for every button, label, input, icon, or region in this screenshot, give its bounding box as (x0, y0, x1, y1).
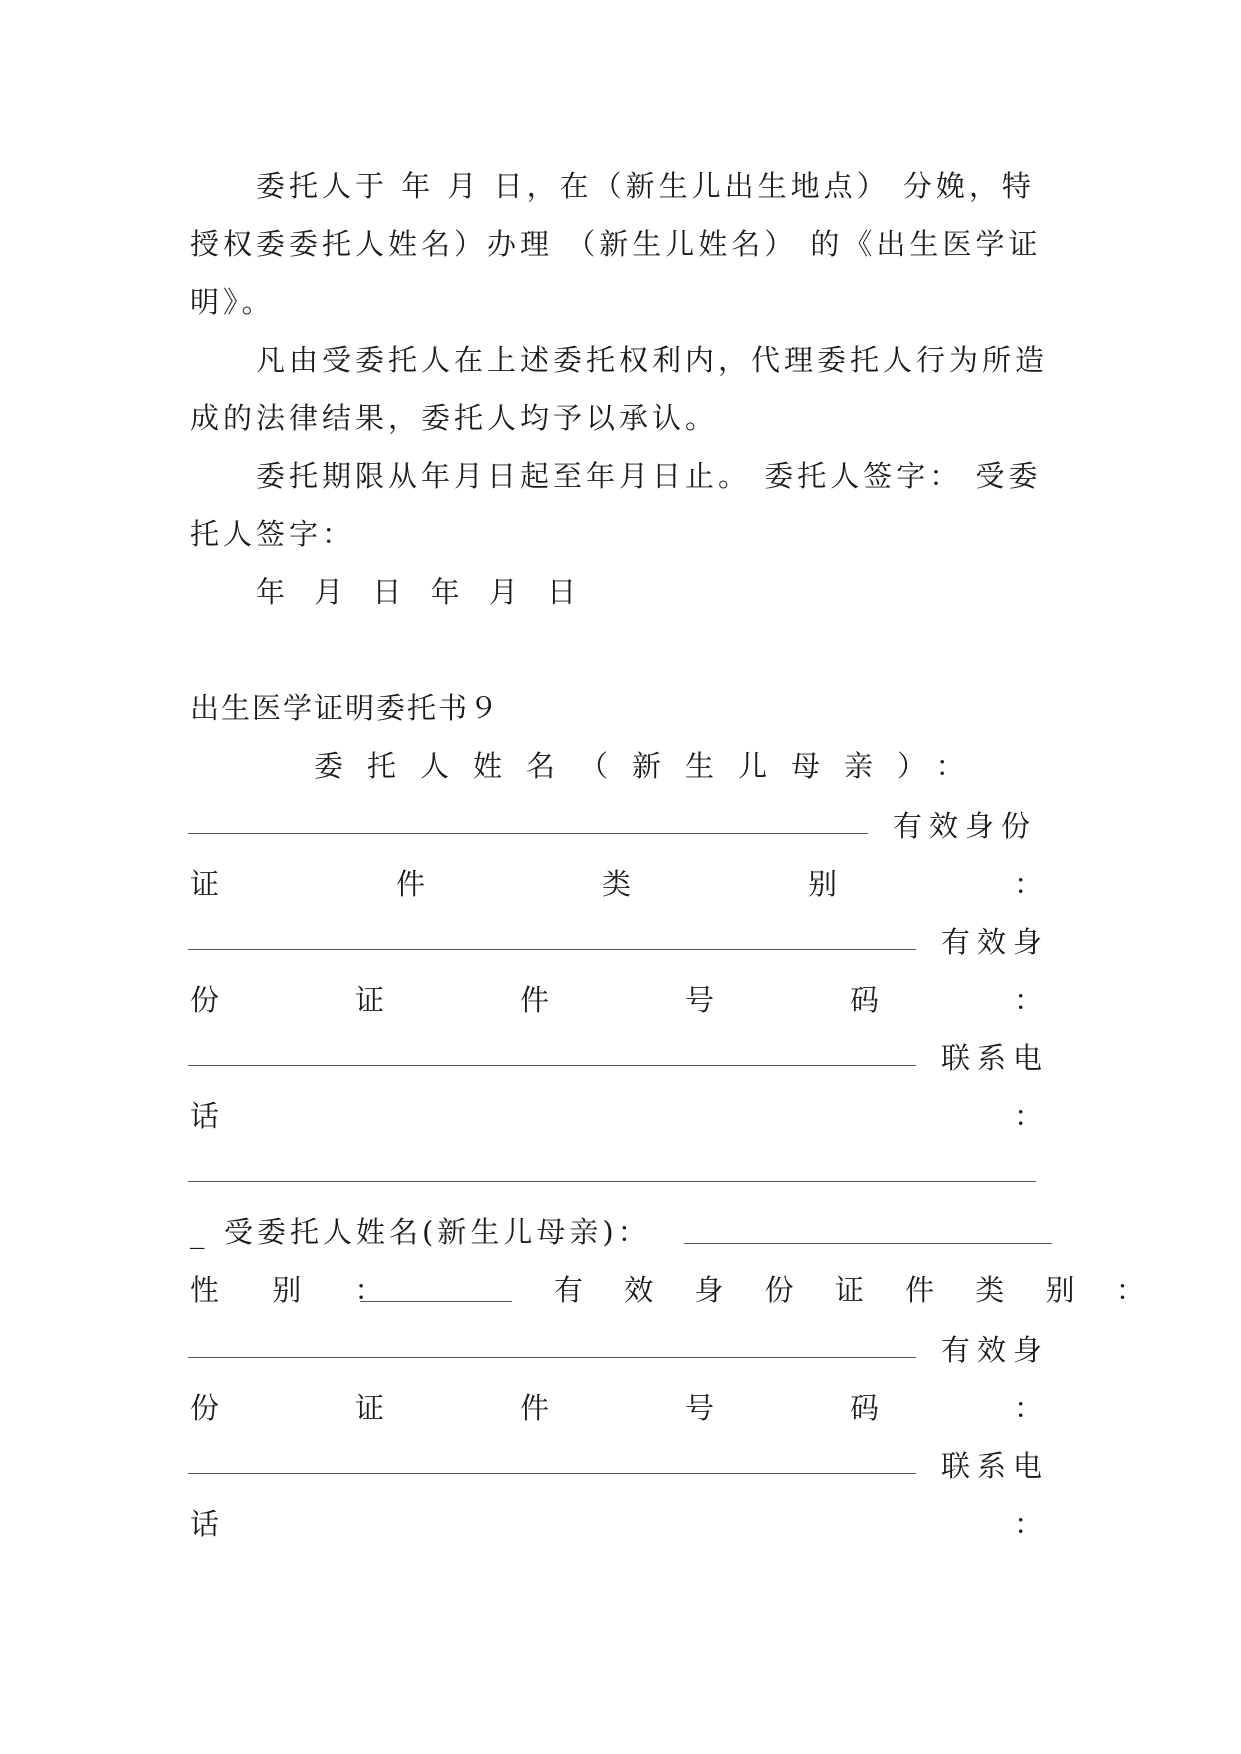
trustee-gender-field[interactable] (360, 1301, 512, 1302)
mother-id-type-label-a: 有效身份 (893, 809, 1038, 843)
mother-id-no-label-b4: 码 (850, 983, 880, 1017)
trustee-id-no-label-b0: 份 (190, 1391, 220, 1425)
mother-id-no-label-b5: ： (1014, 983, 1044, 1017)
para1-line1: 委托人于 年 月 日，在（新生儿出生地点） 分娩，特 (256, 169, 1035, 203)
trustee-name-label: 受委托人姓名(新生儿母亲)： (224, 1215, 651, 1249)
trustee-id-type-field[interactable] (188, 1357, 916, 1358)
para1-line3: 明》。 (190, 285, 275, 319)
mother-id-no-label-b0: 份 (190, 983, 220, 1017)
mother-name-label: 委托人姓名（新生儿母亲）： (314, 749, 989, 783)
mother-id-no-label-a: 有效身 (941, 925, 1050, 959)
section-title: 出生医学证明委托书９ (190, 691, 501, 725)
mother-id-type-field[interactable] (188, 949, 916, 950)
trustee-id-no-field[interactable] (188, 1473, 916, 1474)
mother-id-type-label-b1: 件 (396, 867, 426, 901)
mother-id-type-label-b3: 别 (808, 867, 838, 901)
trustee-name-field[interactable] (684, 1243, 1052, 1244)
trustee-id-no-label-b1: 证 (355, 1391, 385, 1425)
mother-id-no-label-b1: 证 (355, 983, 385, 1017)
mother-id-no-field[interactable] (188, 1065, 916, 1066)
date-line: 年 月 日 年 月 日 (256, 575, 587, 609)
para2-line2: 成的法律结果，委托人均予以承认。 (190, 401, 719, 435)
mother-phone-label-b0: 话 (190, 1099, 220, 1133)
mother-phone-field[interactable] (188, 1181, 1036, 1182)
trustee-phone-label-b0: 话 (190, 1507, 220, 1541)
trustee-id-no-label-b4: 码 (850, 1391, 880, 1425)
trustee-id-no-label-b2: 件 (520, 1391, 550, 1425)
para3-line1: 委托期限从年月日起至年月日止。 委托人签字： 受委 (256, 459, 1042, 493)
trustee-id-no-label-a: 有效身 (941, 1333, 1050, 1367)
mother-id-type-label-b0: 证 (190, 867, 220, 901)
trustee-phone-label-b1: ： (1014, 1507, 1044, 1541)
mother-id-no-label-b3: 号 (685, 983, 715, 1017)
trustee-lead-underscore: _ (190, 1215, 205, 1249)
mother-phone-label-b1: ： (1014, 1099, 1044, 1133)
para3-line2: 托人签字： (190, 517, 356, 551)
mother-id-no-label-b2: 件 (520, 983, 550, 1017)
trustee-gender-label: 性 别 ： (190, 1273, 406, 1307)
trustee-id-type-label: 有 效 身 份 证 件 类 别 ： (554, 1273, 1161, 1307)
mother-id-type-label-b2: 类 (602, 867, 632, 901)
trustee-id-no-label-b5: ： (1014, 1391, 1044, 1425)
para2-line1: 凡由受委托人在上述委托权利内，代理委托人行为所造 (256, 343, 1049, 377)
mother-id-type-label-b4: ： (1014, 867, 1044, 901)
mother-name-field[interactable] (188, 833, 868, 834)
mother-phone-label-a: 联系电 (941, 1041, 1050, 1075)
trustee-id-no-label-b3: 号 (685, 1391, 715, 1425)
trustee-phone-label-a: 联系电 (941, 1449, 1050, 1483)
para1-line2: 授权委委托人姓名）办理 （新生儿姓名） 的《出生医学证 (190, 227, 1042, 261)
